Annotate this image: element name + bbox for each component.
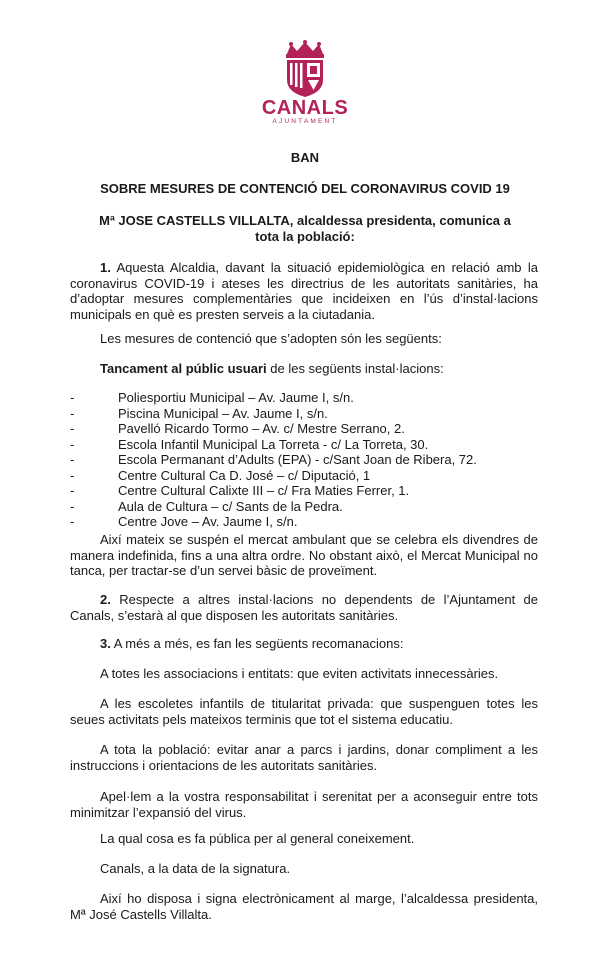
recommendation-associations: A totes les associacions i entitats: que eviten activitats innecessàries. bbox=[100, 666, 499, 681]
section-3-text: A més a més, es fan les següents recomanacions: bbox=[110, 636, 404, 651]
mayor-text: , alcaldessa presidenta, comunica a tota la població: bbox=[255, 213, 511, 244]
logo-subtitle: AJUNTAMENT bbox=[272, 118, 338, 125]
list-item: - Escola Permanant d’Adults (EPA) - c/Sant Joan de Ribera, 72. bbox=[70, 452, 540, 468]
section-1-number: 1. bbox=[100, 260, 111, 275]
list-item: - Centre Jove – Av. Jaume I, s/n. bbox=[70, 514, 540, 530]
list-item: - Pavelló Ricardo Tormo – Av. c/ Mestre Serrano, 2. bbox=[70, 421, 540, 437]
section-2-paragraph bbox=[70, 592, 538, 623]
section-3-number: 3. bbox=[100, 636, 111, 651]
section-3-paragraph bbox=[70, 636, 538, 652]
section-1-paragraph bbox=[70, 260, 538, 322]
measures-intro: Les mesures de contenció que s’adopten són les següents: bbox=[100, 331, 442, 346]
facilities-list bbox=[70, 390, 540, 530]
mayor-name: Mª JOSE CASTELLS VILLALTA bbox=[99, 213, 290, 228]
public-notice: La qual cosa es fa pública per al general coneixement. bbox=[100, 831, 415, 846]
section-1-text: Aquesta Alcaldia, davant la situació epidemiològica en relació amb la coronavirus COVID-19 i ateses les directrius de les autoritats sanitàries, ha d’adoptar mesures complementàries que incideixen en l’ús d’instal·lacions municipals en què es presten serveis a la ciutadania. bbox=[70, 260, 538, 322]
canals-logo bbox=[250, 40, 360, 126]
logo-wordmark: CANALS bbox=[261, 97, 349, 119]
closure-bold: Tancament al públic usuari bbox=[100, 361, 267, 376]
list-item: - Poliesportiu Municipal – Av. Jaume I, s/n. bbox=[70, 390, 540, 406]
recommendation-schools: A les escoletes infantils de titularitat privada: que suspenguen totes les seues activitats pels mateixos terminis que tot el sistema educatiu. bbox=[70, 696, 538, 727]
section-2-text: Respecte a altres instal·lacions no dependents de l’Ajuntament de Canals, s’estarà al que disposen les autoritats sanitàries. bbox=[70, 592, 538, 623]
ban-heading: BAN bbox=[290, 150, 320, 165]
section-2-number: 2. bbox=[100, 592, 111, 607]
market-paragraph: Així mateix se suspén el mercat ambulant que se celebra els divendres de manera indefinida, fins a una altra ordre. No obstant això, el Mercat Municipal no tanca, per tractar-se d’un servei bàsic de proveïment. bbox=[70, 532, 538, 578]
closure-rest: de les següents instal·lacions: bbox=[266, 361, 444, 376]
list-item: - Escola Infantil Municipal La Torreta - c/ La Torreta, 30. bbox=[70, 437, 540, 453]
mayor-announcement bbox=[90, 213, 520, 244]
list-item: - Aula de Cultura – c/ Sants de la Pedra. bbox=[70, 499, 540, 515]
closing-signature-paragraph: Així ho disposa i signa electrònicament al marge, l’alcaldessa presidenta, Mª José Castells Villalta. bbox=[70, 891, 538, 922]
list-item: - Centre Cultural Calixte III – c/ Fra Maties Ferrer, 1. bbox=[70, 483, 540, 499]
closure-paragraph bbox=[70, 361, 538, 377]
list-item: - Centre Cultural Ca D. José – c/ Diputació, 1 bbox=[70, 468, 540, 484]
appeal-paragraph: Apel·lem a la vostra responsabilitat i serenitat per a aconseguir entre tots minimitzar l’expansió del virus. bbox=[70, 789, 538, 820]
coat-of-arms-icon bbox=[277, 40, 333, 98]
document-title: SOBRE MESURES DE CONTENCIÓ DEL CORONAVIRUS COVID 19 bbox=[100, 181, 510, 196]
place-and-date: Canals, a la data de la signatura. bbox=[100, 861, 291, 876]
list-item: - Piscina Municipal – Av. Jaume I, s/n. bbox=[70, 406, 540, 422]
recommendation-population: A tota la població: evitar anar a parcs i jardins, donar compliment a les instruccions i orientacions de les autoritats sanitàries. bbox=[70, 742, 538, 773]
